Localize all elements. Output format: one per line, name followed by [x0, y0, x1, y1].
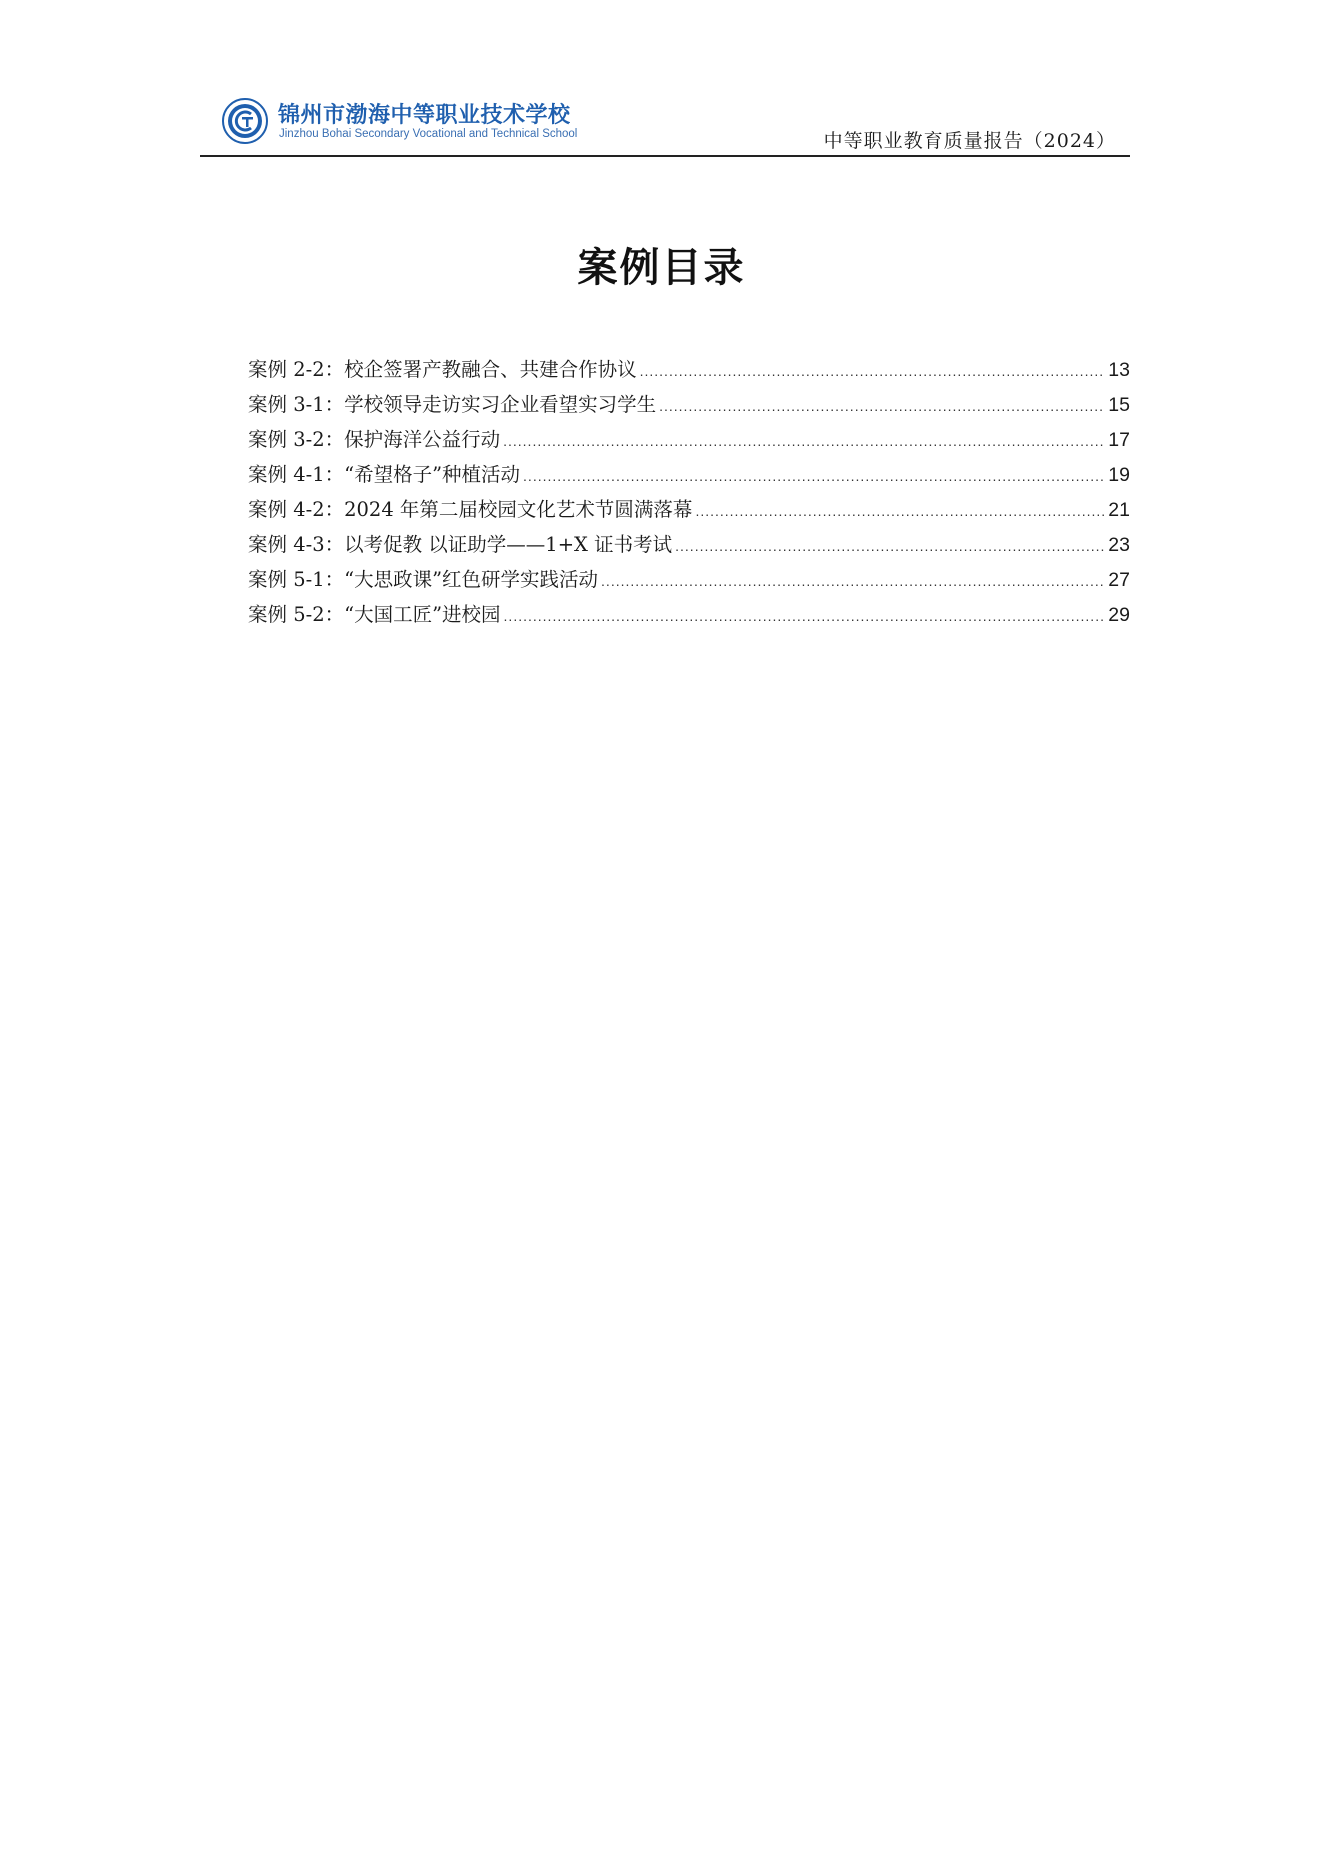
header-divider	[200, 155, 1130, 157]
toc-entry[interactable]	[248, 424, 1130, 459]
toc-entry-page: 17	[1108, 429, 1130, 451]
toc-entry[interactable]	[248, 459, 1130, 494]
toc-entry[interactable]	[248, 389, 1130, 424]
toc-leader-dots	[601, 573, 1105, 589]
report-title: 中等职业教育质量报告（2024）	[823, 130, 1116, 152]
school-logo-icon	[222, 98, 268, 144]
toc-entry-page: 13	[1108, 359, 1130, 381]
toc-entry[interactable]	[248, 529, 1130, 564]
toc-entry-label: 案例 4-1：“希望格子”种植活动	[248, 463, 521, 486]
table-of-contents	[248, 354, 1130, 634]
toc-entry-label: 案例 3-1：学校领导走访实习企业看望实习学生	[248, 393, 657, 416]
toc-entry-label: 案例 4-3：以考促教 以证助学——1+X 证书考试	[248, 533, 673, 556]
toc-leader-dots	[695, 503, 1105, 519]
toc-leader-dots	[523, 468, 1105, 484]
school-name-cn: 锦州市渤海中等职业技术学校	[278, 103, 571, 128]
toc-leader-dots	[504, 608, 1106, 624]
toc-entry[interactable]	[248, 494, 1130, 529]
toc-entry-label: 案例 3-2：保护海洋公益行动	[248, 428, 501, 451]
toc-entry-label: 案例 5-1：“大思政课”红色研学实践活动	[248, 568, 599, 591]
toc-entry-label: 案例 4-2：2024 年第二届校园文化艺术节圆满落幕	[248, 498, 693, 521]
toc-entry-page: 23	[1108, 534, 1130, 556]
toc-entry-label: 案例 2-2：校企签署产教融合、共建合作协议	[248, 358, 637, 381]
toc-entry-page: 21	[1108, 499, 1130, 521]
toc-entry[interactable]	[248, 564, 1130, 599]
toc-leader-dots	[675, 538, 1105, 554]
toc-entry-label: 案例 5-2：“大国工匠”进校园	[248, 603, 501, 626]
page-title: 案例目录	[577, 245, 746, 291]
toc-leader-dots	[503, 433, 1105, 449]
toc-entry[interactable]	[248, 599, 1130, 634]
page-header	[200, 92, 1130, 158]
toc-leader-dots	[640, 363, 1106, 379]
toc-entry-page: 29	[1108, 604, 1130, 626]
toc-entry-page: 27	[1108, 569, 1130, 591]
school-name-en: Jinzhou Bohai Secondary Vocational and Technical School	[279, 128, 578, 140]
toc-leader-dots	[659, 398, 1105, 414]
toc-entry[interactable]	[248, 354, 1130, 389]
toc-entry-page: 15	[1108, 394, 1130, 416]
toc-entry-page: 19	[1108, 464, 1130, 486]
